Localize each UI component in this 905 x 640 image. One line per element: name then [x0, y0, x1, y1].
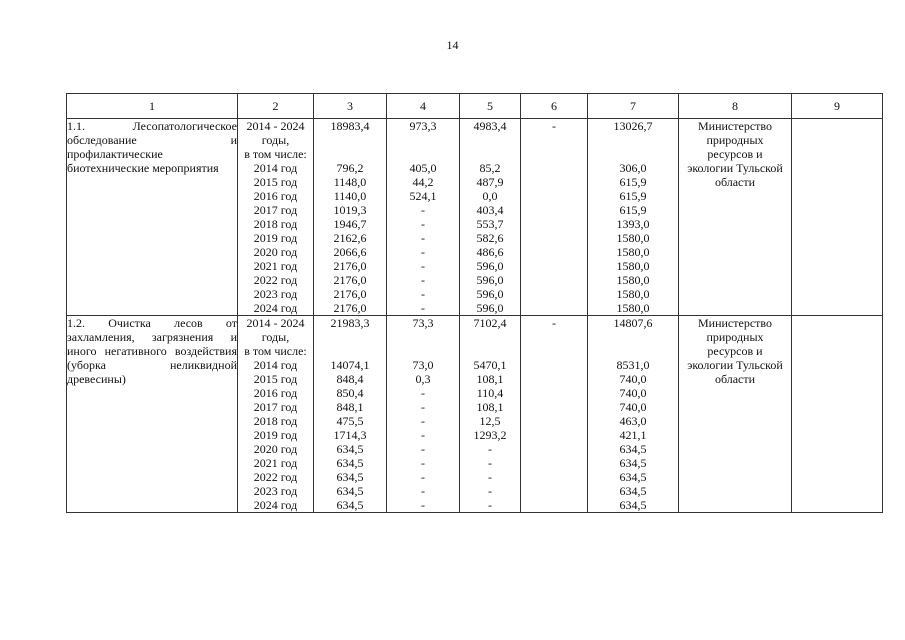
total-value	[314, 147, 386, 161]
col9-cell	[792, 316, 883, 513]
executor-line: ресурсов и	[707, 147, 763, 161]
federal-value: 973,3	[409, 119, 437, 133]
federal-value: 73,0	[412, 358, 434, 372]
period-line: 2019 год	[253, 231, 298, 245]
federal-value: -	[421, 414, 425, 428]
program-table	[66, 93, 883, 513]
regional-value: -	[488, 456, 492, 470]
regional-value: 85,2	[479, 161, 501, 175]
extrabudget-value: 634,5	[619, 470, 647, 484]
total-value: 2176,0	[333, 273, 367, 287]
regional-value: 486,6	[476, 245, 504, 259]
municipal-value: -	[552, 316, 556, 330]
period-line: 2014 - 2024	[246, 119, 305, 133]
extrabudget-value: 8531,0	[616, 358, 650, 372]
extrabudget-value: 1393,0	[616, 217, 650, 231]
total-value: 2176,0	[333, 301, 367, 315]
total-value: 2066,6	[333, 245, 367, 259]
extrabudget-cell	[588, 119, 679, 316]
period-line: 2017 год	[253, 400, 298, 414]
period-line: 2023 год	[253, 287, 298, 301]
extrabudget-value: 1580,0	[616, 245, 650, 259]
extrabudget-value: 13026,7	[613, 119, 653, 133]
regional-value	[460, 133, 520, 147]
extrabudget-value: 740,0	[619, 400, 647, 414]
total-value: 2162,6	[333, 231, 367, 245]
period-line: в том числе:	[244, 147, 307, 161]
regional-value	[460, 344, 520, 358]
header-row	[67, 94, 883, 119]
total-value: 1148,0	[333, 175, 367, 189]
extrabudget-value: 421,1	[619, 428, 647, 442]
extrabudget-value: 1580,0	[616, 287, 650, 301]
extrabudget-cell	[588, 316, 679, 513]
federal-value: 44,2	[412, 175, 434, 189]
table-row	[67, 316, 883, 513]
period-line: 2021 год	[253, 456, 298, 470]
regional-value: 108,1	[476, 400, 504, 414]
header-col-8: 8	[679, 94, 792, 119]
period-line: 2020 год	[253, 442, 298, 456]
extrabudget-value: 634,5	[619, 498, 647, 512]
federal-value: -	[421, 301, 425, 315]
federal-value: -	[421, 484, 425, 498]
period-line: 2014 год	[253, 161, 298, 175]
regional-value: 110,4	[476, 386, 504, 400]
regional-value: 596,0	[476, 259, 504, 273]
extrabudget-value: 615,9	[619, 189, 647, 203]
extrabudget-value: 14807,6	[613, 316, 653, 330]
header-col-1: 1	[67, 94, 238, 119]
header-col-3: 3	[314, 94, 387, 119]
period-line: 2016 год	[253, 386, 298, 400]
extrabudget-value: 634,5	[619, 456, 647, 470]
measure-description: 1.1. Лесопатологическое обследование и профилактические биотехнические мероприятия	[67, 119, 238, 316]
total-value: 475,5	[336, 414, 364, 428]
extrabudget-value	[588, 344, 678, 358]
federal-cell	[387, 316, 460, 513]
executor-cell	[679, 316, 792, 513]
regional-value: 596,0	[476, 287, 504, 301]
extrabudget-value: 1580,0	[616, 259, 650, 273]
header-col-5: 5	[460, 94, 521, 119]
municipal-value: -	[552, 119, 556, 133]
extrabudget-value: 634,5	[619, 442, 647, 456]
period-line: 2015 год	[253, 372, 298, 386]
regional-value: -	[488, 484, 492, 498]
total-value: 2176,0	[333, 287, 367, 301]
extrabudget-value	[588, 330, 678, 344]
federal-value: 0,3	[415, 372, 431, 386]
regional-value: 7102,4	[473, 316, 507, 330]
executor-line: природных	[706, 330, 764, 344]
federal-value: -	[421, 400, 425, 414]
total-value: 1714,3	[333, 428, 367, 442]
executor-line: природных	[706, 133, 764, 147]
header-col-7: 7	[588, 94, 679, 119]
period-line: 2023 год	[253, 484, 298, 498]
regional-value: -	[488, 498, 492, 512]
federal-value: -	[421, 498, 425, 512]
federal-value: -	[421, 442, 425, 456]
extrabudget-value: 634,5	[619, 484, 647, 498]
period-line: в том числе:	[244, 344, 307, 358]
total-value: 796,2	[336, 161, 364, 175]
regional-value: -	[488, 442, 492, 456]
regional-value: 0,0	[482, 189, 498, 203]
total-value: 850,4	[336, 386, 364, 400]
total-value: 634,5	[336, 484, 364, 498]
page-number: 14	[446, 38, 459, 52]
regional-value: -	[488, 470, 492, 484]
regional-value: 1293,2	[473, 428, 507, 442]
total-value: 21983,3	[330, 316, 370, 330]
period-line: 2018 год	[253, 414, 298, 428]
federal-value: -	[421, 428, 425, 442]
executor-line: экологии Тульской	[687, 161, 783, 175]
regional-value: 5470,1	[473, 358, 507, 372]
federal-value: -	[421, 287, 425, 301]
total-value: 634,5	[336, 442, 364, 456]
period-line: 2014 - 2024	[246, 316, 305, 330]
period-line: 2018 год	[253, 217, 298, 231]
col9-cell	[792, 119, 883, 316]
period-line: 2024 год	[253, 301, 298, 315]
period-line: 2015 год	[253, 175, 298, 189]
total-value: 2176,0	[333, 259, 367, 273]
total-value: 634,5	[336, 470, 364, 484]
total-cell	[314, 316, 387, 513]
federal-value: -	[421, 273, 425, 287]
period-line: 2021 год	[253, 259, 298, 273]
federal-value: 524,1	[409, 189, 437, 203]
period-line: 2019 год	[253, 428, 298, 442]
total-value: 1946,7	[333, 217, 367, 231]
federal-value: -	[421, 203, 425, 217]
executor-cell	[679, 119, 792, 316]
extrabudget-value: 463,0	[619, 414, 647, 428]
measure-description: 1.2. Очистка лесов от захламления, загрязнения и иного негативного воздействия (уборка неликвидной древесины)	[67, 316, 238, 513]
extrabudget-value: 1580,0	[616, 231, 650, 245]
federal-cell	[387, 119, 460, 316]
regional-value: 582,6	[476, 231, 504, 245]
regional-value: 596,0	[476, 301, 504, 315]
federal-value: 405,0	[409, 161, 437, 175]
period-line: годы,	[261, 133, 290, 147]
federal-value: -	[421, 259, 425, 273]
total-value	[314, 133, 386, 147]
regional-value: 403,4	[476, 203, 504, 217]
total-value: 634,5	[336, 498, 364, 512]
federal-value: -	[421, 470, 425, 484]
federal-value: -	[421, 386, 425, 400]
federal-value: -	[421, 231, 425, 245]
period-line: 2016 год	[253, 189, 298, 203]
federal-value	[387, 344, 459, 358]
period-line: 2014 год	[253, 358, 298, 372]
period-cell	[238, 316, 314, 513]
federal-value	[387, 133, 459, 147]
total-value: 1140,0	[333, 189, 367, 203]
period-line: 2020 год	[253, 245, 298, 259]
regional-value: 4983,4	[473, 119, 507, 133]
period-line: 2022 год	[253, 470, 298, 484]
period-line: годы,	[261, 330, 290, 344]
regional-value	[460, 147, 520, 161]
executor-line: ресурсов и	[707, 344, 763, 358]
extrabudget-value: 615,9	[619, 175, 647, 189]
total-value: 14074,1	[330, 358, 370, 372]
extrabudget-value: 615,9	[619, 203, 647, 217]
federal-value	[387, 147, 459, 161]
total-value: 18983,4	[330, 119, 370, 133]
regional-value: 596,0	[476, 273, 504, 287]
extrabudget-value: 740,0	[619, 372, 647, 386]
federal-value: -	[421, 217, 425, 231]
regional-cell	[460, 119, 521, 316]
period-line: 2022 год	[253, 273, 298, 287]
extrabudget-value	[588, 147, 678, 161]
executor-line: области	[714, 372, 756, 386]
regional-value: 108,1	[476, 372, 504, 386]
federal-value: -	[421, 456, 425, 470]
total-value	[314, 344, 386, 358]
municipal-cell	[521, 316, 588, 513]
extrabudget-value: 740,0	[619, 386, 647, 400]
table-row	[67, 119, 883, 316]
period-cell	[238, 119, 314, 316]
extrabudget-value	[588, 133, 678, 147]
total-value: 848,1	[336, 400, 364, 414]
federal-value: 73,3	[412, 316, 434, 330]
executor-line: области	[714, 175, 756, 189]
executor-line: Министерство	[698, 316, 772, 330]
executor-line: экологии Тульской	[687, 358, 783, 372]
municipal-cell	[521, 119, 588, 316]
federal-value: -	[421, 245, 425, 259]
federal-value	[387, 330, 459, 344]
header-col-2: 2	[238, 94, 314, 119]
header-col-9: 9	[792, 94, 883, 119]
total-value	[314, 330, 386, 344]
header-col-6: 6	[521, 94, 588, 119]
total-value: 848,4	[336, 372, 364, 386]
extrabudget-value: 1580,0	[616, 273, 650, 287]
total-cell	[314, 119, 387, 316]
regional-value: 487,9	[476, 175, 504, 189]
extrabudget-value: 306,0	[619, 161, 647, 175]
total-value: 634,5	[336, 456, 364, 470]
regional-cell	[460, 316, 521, 513]
regional-value: 553,7	[476, 217, 504, 231]
executor-line: Министерство	[698, 119, 772, 133]
total-value: 1019,3	[333, 203, 367, 217]
extrabudget-value: 1580,0	[616, 301, 650, 315]
period-line: 2017 год	[253, 203, 298, 217]
regional-value	[460, 330, 520, 344]
header-col-4: 4	[387, 94, 460, 119]
regional-value: 12,5	[479, 414, 501, 428]
period-line: 2024 год	[253, 498, 298, 512]
